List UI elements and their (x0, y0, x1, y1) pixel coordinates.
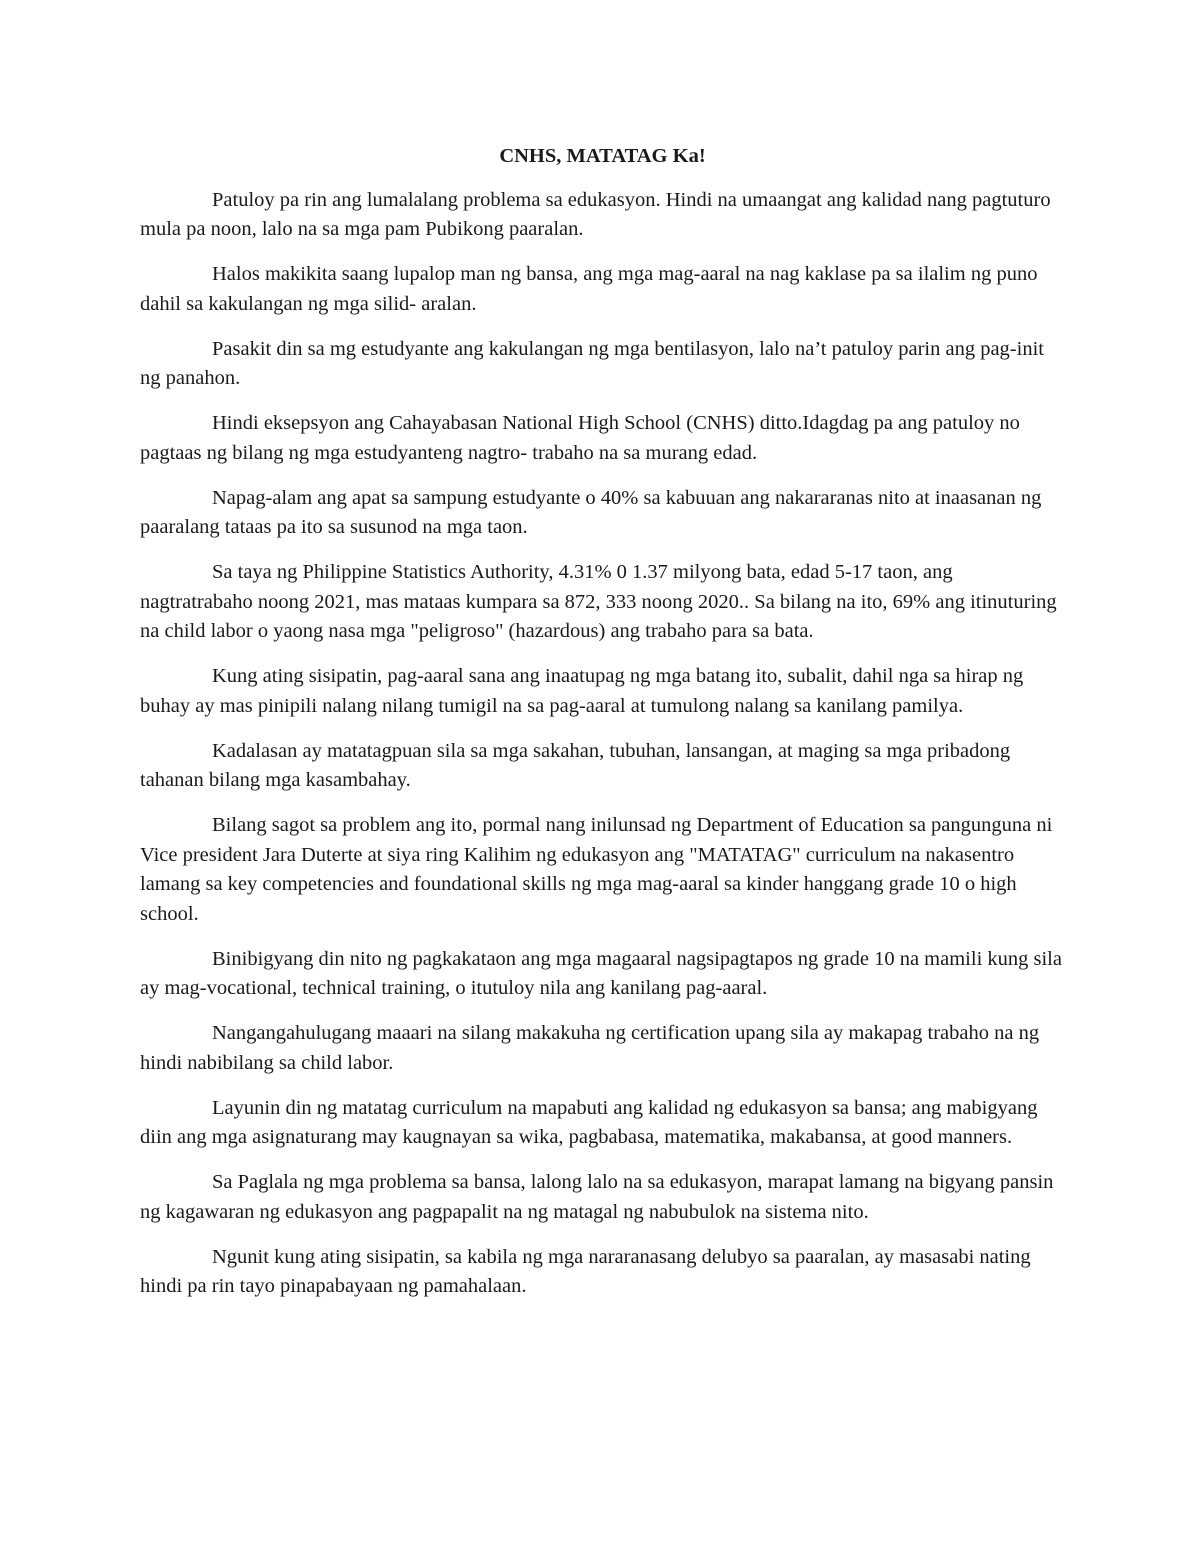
paragraph-1: Patuloy pa rin ang lumalalang problema sa edukasyon. Hindi na umaangat ang kalidad nang pagtuturo mula pa noon, lalo na sa mga pam Pubikong paaralan. (140, 188, 1051, 240)
document-title: CNHS, MATATAG Ka! (499, 145, 706, 167)
paragraph-3: Pasakit din sa mg estudyante ang kakulangan ng mga bentilasyon, lalo na’t patuloy parin ang pag-init ng panahon. (140, 337, 1044, 389)
paragraph-8: Kadalasan ay matatagpuan sila sa mga sakahan, tubuhan, lansangan, at maging sa mga pribadong tahanan bilang mga kasambahay. (140, 739, 1011, 791)
paragraph-7: Kung ating sisipatin, pag-aaral sana ang inaatupag ng mga batang ito, subalit, dahil nga sa hirap ng buhay ay mas pinipili nalang nilang tumigil na sa pag-aaral at tumulong nalang sa kanilang pamilya. (140, 665, 1024, 717)
paragraph-9: Bilang sagot sa problem ang ito, pormal nang inilunsad ng Department of Education sa pangunguna ni Vice president Jara Duterte at siya ring Kalihim ng edukasyon ang "MATATAG" curriculum na nakasentro lamang sa key competencies and foundational skills ng mga mag-aaral sa kinder hanggang grade 10 o high school. (140, 814, 1053, 925)
paragraph-4: Hindi eksepsyon ang Cahayabasan National High School (CNHS) ditto.Idagdag pa ang patuloy no pagtaas ng bilang ng mga estudyanteng nagtro- trabaho na sa murang edad. (140, 412, 1020, 464)
paragraph-6: Sa taya ng Philippine Statistics Authority, 4.31% 0 1.37 milyong bata, edad 5-17 taon, ang nagtratrabaho noong 2021, mas mataas kumpara sa 872, 333 noong 2020.. Sa bilang na ito, 69% ang itinuturing na child labor o yaong nasa mga "peligroso" (hazardous) ang trabaho para sa bata. (140, 561, 1057, 642)
document-body (140, 142, 1065, 1317)
paragraph-5: Napag-alam ang apat sa sampung estudyante o 40% sa kabuuan ang nakararanas nito at inaasanan ng paaralang tataas pa ito sa susunod na mga taon. (140, 486, 1042, 538)
paragraph-14: Ngunit kung ating sisipatin, sa kabila ng mga nararanasang delubyo sa paaralan, ay masasabi nating hindi pa rin tayo pinapabayaan ng pamahalaan. (140, 1245, 1031, 1297)
paragraph-11: Nangangahulugang maaari na silang makakuha ng certification upang sila ay makapag trabaho na ng hindi nabibilang sa child labor. (140, 1022, 1040, 1074)
paragraph-10: Binibigyang din nito ng pagkakataon ang mga magaaral nagsipagtapos ng grade 10 na mamili kung sila ay mag-vocational, technical training, o itutuloy nila ang kanilang pag-aaral. (140, 947, 1062, 999)
paragraph-12: Layunin din ng matatag curriculum na mapabuti ang kalidad ng edukasyon sa bansa; ang mabigyang diin ang mga asignaturang may kaugnayan sa wika, pagbabasa, matematika, makabansa, at good manners. (140, 1096, 1038, 1148)
paragraph-2: Halos makikita saang lupalop man ng bansa, ang mga mag-aaral na nag kaklase pa sa ilalim ng puno dahil sa kakulangan ng mga silid- aralan. (140, 263, 1038, 315)
paragraph-13: Sa Paglala ng mga problema sa bansa, lalong lalo na sa edukasyon, marapat lamang na bigyang pansin ng kagawaran ng edukasyon ang pagpapalit na ng matagal ng nabubulok na sistema nito. (140, 1171, 1054, 1223)
